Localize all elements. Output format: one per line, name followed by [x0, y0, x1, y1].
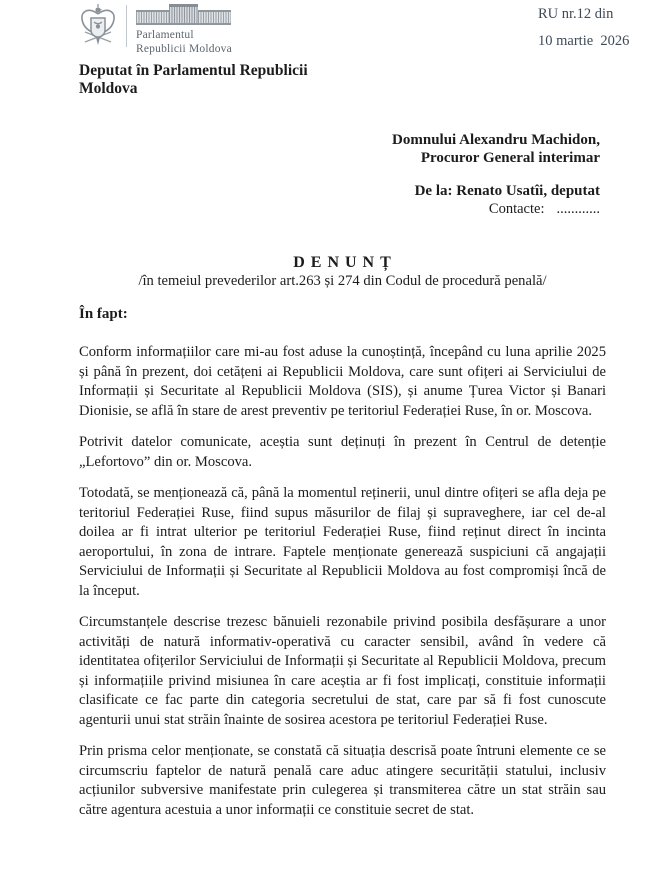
paragraph-3: Totodată, se menționează că, până la momentul reținerii, unul dintre ofițeri se afla deja pe teritoriul Federației Ruse, fiind supus măsurilor de filaj și supraveghere, iar cel de-al doilea ar fi intrat ulterior pe teritoriul Federației Ruse, fiind reținut direct în incinta aeroportului, în zona de intrare. Faptele menționate generează suspiciuni că angajații Serviciului de Informații și Securitate al Republicii Moldova au fost compromiși încă de la început. — [79, 485, 606, 599]
paragraph-1: Conform informațiilor care mi-au fost aduse la cunoștință, începând cu luna aprilie 2025 și până în prezent, doi cetățeni ai Republicii Moldova, care sunt ofițeri ai Serviciului de Informații și Securitate al Republicii Moldova (SIS), și anume Țurea Victor și Banari Dionisie, se află în stare de arest preventiv pe teritoriul Federației Ruse, în or. Moscova. — [79, 344, 606, 419]
org-name-line2: Republicii Moldova — [136, 42, 232, 55]
sender-title: Deputat în Parlamentul Republicii Moldova — [79, 62, 308, 97]
moldova-coat-of-arms-icon — [79, 4, 117, 50]
document-title: D E N U N Ț — [293, 254, 392, 271]
addressee-name: Domnului Alexandru Machidon, — [392, 132, 600, 148]
paragraph-2: Potrivit datelor comunicate, aceștia sunt deținuți în prezent în Centrul de detenție „Lefortovo” din or. Moscova. — [79, 434, 606, 470]
paragraph-4: Circumstanțele descrise trezesc bănuieli rezonabile privind posibila desfășurare a unor activități de natură informativ-operativă cu caracter sensibil, având în vedere că identitatea ofițerilor Serviciului de Informații și Securitate al Republicii Moldova, precum și informațiile privind misiunea în care aceștia ar fi fost implicați, constituie informații clasificate ce fac parte din categoria secretului de stat, care par să fi fost cunoscute agenturii unui stat străin înainte de sosirea acestora pe teritoriul Federației Ruse. — [79, 614, 606, 728]
parliament-building-icon — [136, 4, 231, 25]
contact-redacted-dots: ............ — [556, 200, 600, 217]
ref-number: RU nr.12 din — [538, 6, 614, 22]
ref-date: 10 martie 2026 — [538, 33, 630, 49]
addressee-block — [79, 132, 600, 218]
parliament-logo — [79, 4, 232, 56]
paragraph-5: Prin prisma celor menționate, se constată că situația descrisă poate întruni elemente ce se circumscriu faptelor de natură penală care aduc atingere securității statului, inclusiv acțiunilor subversive manifestate prin culegerea și transmiterea către un stat străin sau către agentura acestuia a unor informații ce constituie secret de stat. — [79, 743, 606, 818]
registration-reference — [538, 6, 629, 50]
org-name-line1: Parlamentul — [136, 29, 194, 41]
contact-line — [79, 201, 600, 219]
document-subtitle: /în temeiul prevederilor art.263 și 274 din Codul de procedură penală/ — [138, 273, 547, 289]
section-heading: În fapt: — [79, 306, 128, 322]
addressee-role: Procuror General interimar — [420, 149, 600, 166]
document-body — [79, 306, 606, 832]
contact-label: Contacte: — [488, 200, 545, 217]
sender-line: De la: Renato Usatîi, deputat — [414, 183, 600, 199]
title-block — [79, 254, 606, 290]
logo-divider — [126, 5, 127, 47]
